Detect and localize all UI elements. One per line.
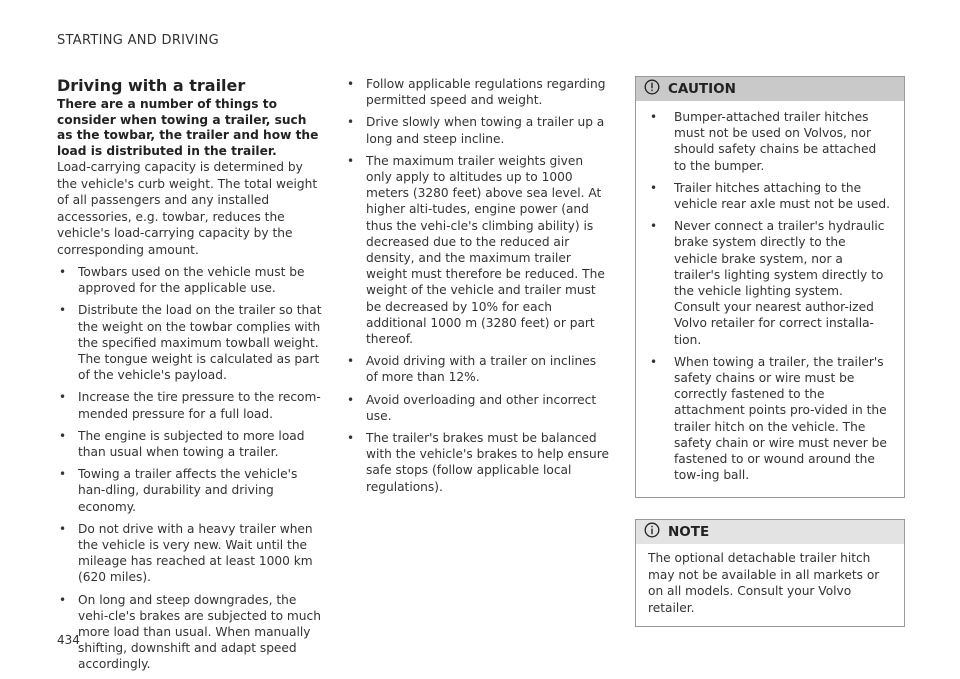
lead-paragraph: There are a number of things to consider when towing a trailer, such as the towbar, the trailer and how the load is distributed in the trailer. [57,97,319,158]
caution-list [648,109,892,483]
list-item: • Increase the tire pressure to the recom-mended pressure for a full load. [59,390,321,421]
caution-header [636,77,904,101]
caution-body [636,101,904,497]
warning-icon [644,79,660,99]
intro-paragraph: Load-carrying capacity is determined by the vehicle's curb weight. The total weight of all passengers and any installed accessories, e.g. towbar, reduces the vehicle's load-carrying capacity by the corresponding amount. [57,160,318,257]
list-item: • Follow applicable regulations regarding permitted speed and weight. [347,77,606,108]
caution-box [635,76,905,498]
list-item: • Towbars used on the vehicle must be approved for the applicable use. [59,265,305,296]
bullet-list-left [57,264,323,673]
list-item: • Bumper-attached trailer hitches must not be used on Volvos, nor should safety chains be attached to the bumper. [650,110,877,173]
list-item: • Avoid overloading and other incorrect use. [347,392,597,423]
list-item: • The maximum trailer weights given only apply to altitudes up to 1000 meters (3280 feet) above sea level. At higher alti-tudes, engine power (and thus the vehi-cle's climbing ability) is decreased due to the reduced air density, and the maximum trailer weight must therefore be reduced. The weight of the vehicle and trailer must be decreased by 10% for each additional 1000 m (3280 feet) or part thereof. [347,153,605,347]
list-item: • Do not drive with a heavy trailer when the vehicle is very new. Wait until the mileage has reached at least 1000 km (620 miles). [59,521,313,585]
section-header: STARTING AND DRIVING [57,33,220,48]
list-item: • Never connect a trailer's hydraulic brake system directly to the vehicle brake system, nor a trailer's lighting system directly to the vehicle lighting system. Consult your nearest author-ized Volvo retailer for correct installa-tion. [650,219,885,347]
list-item: • When towing a trailer, the trailer's safety chains or wire must be correctly fastened to the attachment points pro-vided in the trailer hitch on the vehicle. The safety chain or wire must never be fastened to or wound around the tow-ing ball. [650,354,887,483]
note-label: NOTE [668,524,710,541]
list-item: • On long and steep downgrades, the vehi-cle's brakes are subjected to much more load than usual. When manually shifting, downshift and adapt speed accordingly. [59,592,321,672]
column-right [635,76,905,627]
list-item: • Towing a trailer affects the vehicle's han-dling, durability and driving economy. [59,467,298,514]
list-item: • Distribute the load on the trailer so that the weight on the towbar complies with the specified maximum towball weight. The tongue weight is calculated as part of the vehicle's payload. [59,303,322,383]
bullet-list-middle [345,76,611,495]
list-item: • Drive slowly when towing a trailer up a long and steep incline. [347,115,605,146]
page-number: 434 [57,633,80,647]
page-title: Driving with a trailer [57,76,246,95]
list-item: • The engine is subjected to more load than usual when towing a trailer. [59,428,305,460]
note-box [635,519,905,627]
caution-label: CAUTION [668,81,736,97]
list-item: • The trailer's brakes must be balanced with the vehicle's brakes to help ensure safe stops (follow applicable local regulations). [347,431,610,494]
list-item: • Trailer hitches attaching to the vehicle rear axle must not be used. [650,180,891,212]
note-text: The optional detachable trailer hitch may not be available in all markets or on all models. Consult your Volvo retailer. [648,551,880,615]
list-item: • Avoid driving with a trailer on inclines of more than 12%. [347,354,597,385]
column-middle [345,76,611,501]
info-icon [644,522,660,542]
note-header [636,520,904,544]
column-left [57,76,323,679]
